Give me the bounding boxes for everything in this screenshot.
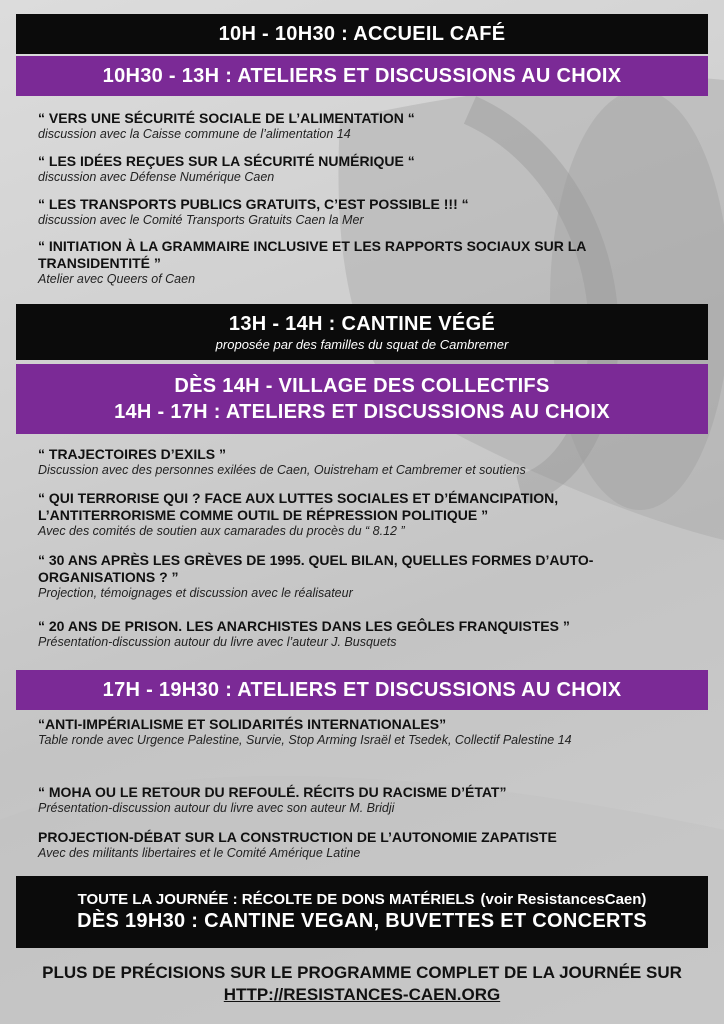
workshop-description: discussion avec Défense Numérique Caen: [38, 170, 275, 184]
workshop-title: “ANTI-IMPÉRIALISME ET SOLIDARITÉS INTERNATIONALES”: [38, 716, 447, 732]
workshop-description: Discussion avec des personnes exilées de Caen, Ouistreham et Cambremer et soutiens: [38, 463, 526, 477]
list-item: [38, 446, 698, 478]
list-item: [38, 829, 698, 861]
afternoon-workshop-list: [38, 446, 708, 656]
workshop-description: Avec des comités de soutien aux camarades du procès du “ 8.12 ”: [38, 524, 405, 538]
morning-session-title: 10H30 - 13H : ATELIERS ET DISCUSSIONS AU CHOIX: [102, 65, 622, 87]
workshop-description: Projection, témoignages et discussion avec le réalisateur: [38, 586, 353, 600]
evening-workshop-list: [38, 716, 708, 866]
workshop-description: Présentation-discussion autour du livre avec son auteur M. Bridji: [38, 801, 395, 815]
lunch-title: 13H - 14H : CANTINE VÉGÉ: [228, 313, 496, 335]
workshop-title: “ 30 ANS APRÈS LES GRÈVES DE 1995. QUEL BILAN, QUELLES FORMES D’AUTO-ORGANISATIONS ? ”: [38, 552, 594, 585]
list-item: [38, 238, 698, 287]
village-collectifs-title: DÈS 14H - VILLAGE DES COLLECTIFS: [174, 375, 550, 397]
list-item: [38, 552, 698, 601]
workshop-title: “ INITIATION À LA GRAMMAIRE INCLUSIVE ET LES RAPPORTS SOCIAUX SUR LA TRANSIDENTITÉ ”: [38, 238, 586, 271]
workshop-title: “ 20 ANS DE PRISON. LES ANARCHISTES DANS LES GEÔLES FRANQUISTES ”: [38, 618, 570, 634]
workshop-title: “ LES TRANSPORTS PUBLICS GRATUITS, C’EST POSSIBLE !!! “: [38, 196, 469, 212]
list-item: [38, 716, 698, 748]
donation-line: [78, 891, 647, 908]
donation-text: TOUTE LA JOURNÉE : RÉCOLTE DE DONS MATÉRIELS: [77, 890, 475, 908]
workshop-description: Table ronde avec Urgence Palestine, Survie, Stop Arming Israël et Tsedek, Collectif Palestine 14: [38, 733, 572, 747]
workshop-description: discussion avec la Caisse commune de l’alimentation 14: [38, 127, 351, 141]
all-day-banner: [16, 876, 708, 948]
workshop-description: Atelier avec Queers of Caen: [38, 272, 196, 286]
list-item: [38, 618, 698, 650]
list-item: [38, 110, 698, 142]
lunch-subtitle: proposée par des familles du squat de Cambremer: [215, 337, 509, 352]
workshop-description: Présentation-discussion autour du livre avec l’auteur J. Busquets: [38, 635, 397, 649]
evening-session-title: 17H - 19H30 : ATELIERS ET DISCUSSIONS AU CHOIX: [102, 679, 622, 701]
donation-reference: (voir ResistancesCaen): [480, 890, 647, 908]
afternoon-session-title: 14H - 17H : ATELIERS ET DISCUSSIONS AU CHOIX: [114, 401, 610, 423]
list-item: [38, 784, 698, 816]
workshop-title: “ MOHA OU LE RETOUR DU REFOULÉ. RÉCITS DU RACISME D’ÉTAT”: [38, 784, 507, 800]
footer: [16, 962, 708, 1006]
list-item: [38, 196, 698, 228]
workshop-title: “ VERS UNE SÉCURITÉ SOCIALE DE L’ALIMENTATION “: [38, 110, 415, 126]
accueil-cafe-title: 10H - 10H30 : ACCUEIL CAFÉ: [218, 23, 506, 45]
accueil-cafe-banner: [16, 14, 708, 54]
afternoon-session-banner: [16, 364, 708, 434]
evening-session-banner: [16, 670, 708, 710]
list-item: [38, 153, 698, 185]
workshop-title: “ LES IDÉES REÇUES SUR LA SÉCURITÉ NUMÉRIQUE “: [38, 153, 415, 169]
workshop-title: PROJECTION-DÉBAT SUR LA CONSTRUCTION DE L’AUTONOMIE ZAPATISTE: [38, 829, 557, 845]
morning-session-banner: [16, 56, 708, 96]
workshop-description: discussion avec le Comité Transports Gratuits Caen la Mer: [38, 213, 364, 227]
evening-concert-title: DÈS 19H30 : CANTINE VEGAN, BUVETTES ET CONCERTS: [77, 909, 647, 932]
morning-workshop-list: [38, 110, 708, 300]
website-link[interactable]: HTTP://RESISTANCES-CAEN.ORG: [223, 985, 501, 1004]
workshop-title: “ QUI TERRORISE QUI ? FACE AUX LUTTES SOCIALES ET D’ÉMANCIPATION, L’ANTITERRORISME COMME OUTIL DE RÉPRESSION POLITIQUE ”: [38, 490, 559, 523]
lunch-banner: [16, 304, 708, 360]
workshop-title: “ TRAJECTOIRES D’EXILS ”: [38, 446, 226, 462]
list-item: [38, 490, 698, 539]
footer-text: PLUS DE PRÉCISIONS SUR LE PROGRAMME COMPLET DE LA JOURNÉE SUR: [42, 963, 682, 982]
workshop-description: Avec des militants libertaires et le Comité Amérique Latine: [38, 846, 361, 860]
